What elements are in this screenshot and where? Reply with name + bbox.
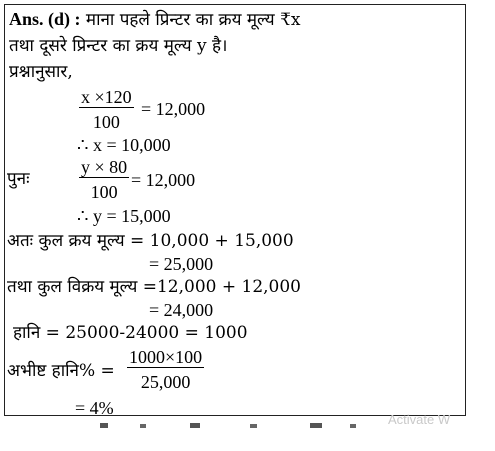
assumption-text: माना पहले प्रिन्टर का क्रय मूल्य ₹x [80, 10, 301, 30]
answer-label: Ans. (d) : [9, 9, 81, 29]
fraction-x [79, 87, 134, 132]
fraction-y-denominator: 100 [90, 182, 118, 202]
loss-line: हानि = 25000-24000 = 1000 [13, 323, 248, 343]
answer-line [9, 9, 300, 30]
second-printer-line: तथा दूसरे प्रिन्टर का क्रय मूल्य y है। [9, 36, 228, 56]
loss-percent-result: = 4% [75, 398, 114, 418]
fraction-x-numerator: x ×120 [81, 87, 132, 107]
fraction-x-denominator: 100 [92, 112, 120, 132]
cropped-text-fragment [100, 420, 380, 428]
total-selling-result: = 24,000 [149, 300, 214, 320]
loss-percent-label: अभीष्ट हानि% = [7, 361, 115, 381]
fraction-y-numerator: y × 80 [81, 157, 128, 177]
equation-y-rhs: = 12,000 [131, 170, 196, 190]
total-cost-line: अतः कुल क्रय मूल्य = 10,000 + 15,000 [7, 231, 294, 251]
fraction-y [79, 157, 129, 202]
cropped-text-marks [100, 422, 380, 428]
equation-x-rhs: = 12,000 [141, 99, 206, 119]
again-label: पुनः [7, 169, 30, 189]
x-value-line: ∴ x = 10,000 [77, 135, 171, 155]
fraction-loss-denominator: 25,000 [140, 372, 191, 392]
activate-windows-watermark: Activate W [388, 412, 451, 427]
total-selling-line: तथा कुल विक्रय मूल्य =12,000 + 12,000 [7, 277, 301, 297]
total-cost-result: = 25,000 [149, 254, 214, 274]
fraction-loss-numerator: 1000×100 [129, 347, 203, 367]
fraction-loss [127, 347, 204, 392]
solution-box [4, 4, 466, 416]
according-to-question: प्रश्नानुसार, [9, 62, 73, 82]
y-value-line: ∴ y = 15,000 [77, 206, 171, 226]
